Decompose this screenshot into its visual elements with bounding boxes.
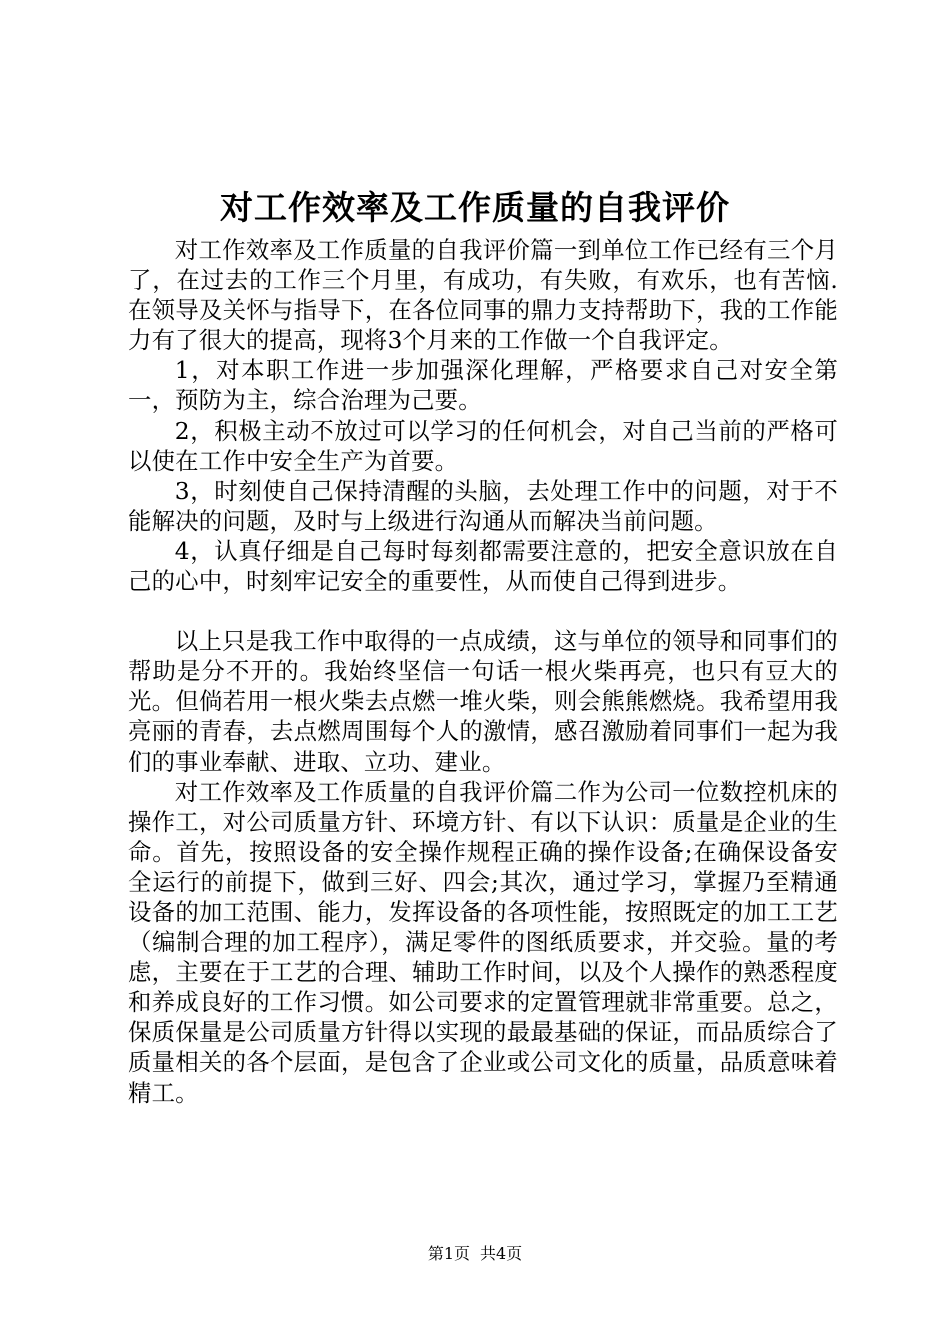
paragraph-item-1: 1，对本职工作进一步加强深化理解，严格要求自己对安全第一，预防为主，综合治理为己要。 bbox=[128, 356, 838, 415]
document-body bbox=[128, 235, 838, 1108]
page-number: 第1页 bbox=[427, 1244, 470, 1263]
paragraph-summary: 以上只是我工作中取得的一点成绩，这与单位的领导和同事们的帮助是分不开的。我始终坚信一句话一根火柴再亮，也只有豆大的光。但倘若用一根火柴去点燃一堆火柴，则会熊熊燃烧。我希望用我亮丽的青春，去点燃周围每个人的激情，感召激励着同事们一起为我们的事业奉献、进取、立功、建业。 bbox=[128, 627, 838, 776]
page-total: 共4页 bbox=[480, 1244, 523, 1263]
paragraph-item-2: 2，积极主动不放过可以学习的任何机会，对自己当前的严格可以使在工作中安全生产为首要。 bbox=[128, 416, 838, 475]
paragraph-item-4: 4，认真仔细是自己每时每刻都需要注意的，把安全意识放在自己的心中，时刻牢记安全的重要性，从而使自己得到进步。 bbox=[128, 536, 838, 596]
paragraph-item-3: 3，时刻使自己保持清醒的头脑，去处理工作中的问题，对于不能解决的问题，及时与上级进行沟通从而解决当前问题。 bbox=[128, 476, 838, 535]
paragraph-intro: 对工作效率及工作质量的自我评价篇一到单位工作已经有三个月了，在过去的工作三个月里，有成功，有失败，有欢乐，也有苦恼.在领导及关怀与指导下，在各位同事的鼎力支持帮助下，我的工作能力有了很大的提高，现将3个月来的工作做一个自我评定。 bbox=[128, 236, 838, 355]
paragraph-part-two: 对工作效率及工作质量的自我评价篇二作为公司一位数控机床的操作工，对公司质量方针、环境方针、有以下认识：质量是企业的生命。首先，按照设备的安全操作规程正确的操作设备;在确保设备安全运行的前提下，做到三好、四会;其次，通过学习，掌握乃至精通设备的加工范围、能力，发挥设备的各项性能，按照既定的加工工艺（编制合理的加工程序），满足零件的图纸质要求，并交验。量的考虑，主要在于工艺的合理、辅助工作时间，以及个人操作的熟悉程度和养成良好的工作习惯。如公司要求的定置管理就非常重要。总之，保质保量是公司质量方针得以实现的最最基础的保证，而品质综合了质量相关的各个层面，是包含了企业或公司文化的质量，品质意味着精工。 bbox=[128, 777, 838, 1107]
page-footer bbox=[0, 1243, 950, 1265]
document-title: 对工作效率及工作质量的自我评价 bbox=[220, 188, 730, 227]
